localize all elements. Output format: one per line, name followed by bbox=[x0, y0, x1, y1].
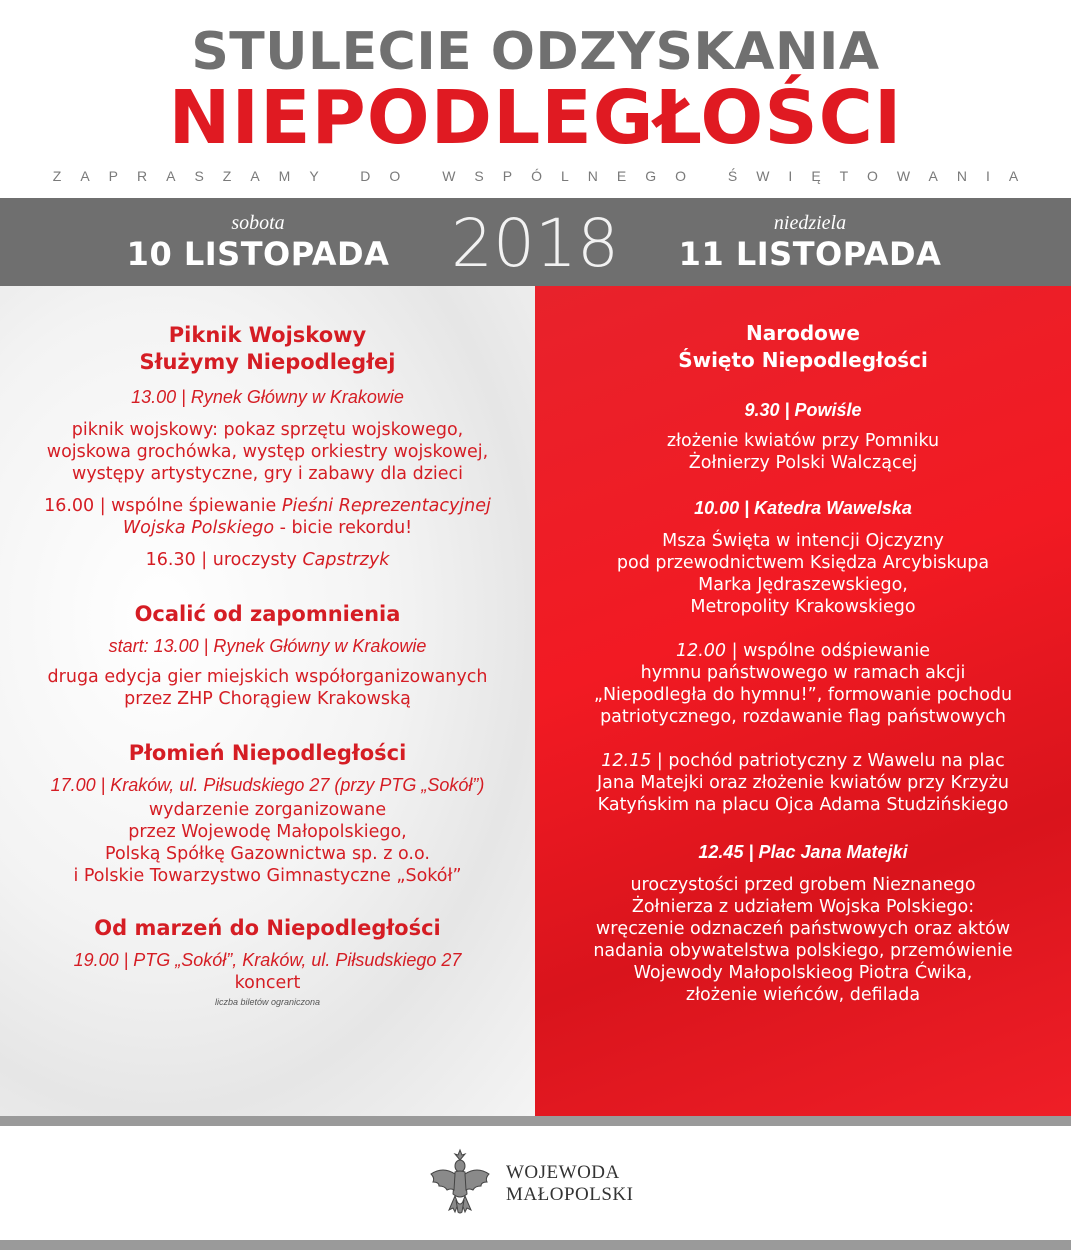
event-desc-line: wspólne odśpiewanie bbox=[743, 641, 931, 661]
sunday-date bbox=[600, 212, 1020, 274]
event-desc-line: Marka Jędraszewskiego, bbox=[698, 575, 908, 595]
event-title: Ocalić od zapomnienia bbox=[134, 602, 401, 626]
event-time: 17.00 | Kraków, ul. Piłsudskiego 27 (przy PTG „Sokół”) bbox=[50, 775, 485, 795]
event-desc-line: patriotycznego, rozdawanie flag państwowych bbox=[600, 707, 1006, 727]
event-title: Płomień Niepodległości bbox=[128, 741, 407, 765]
event-hymn bbox=[535, 640, 1071, 728]
event-desc-line: pochód patriotyczny z Wawelu na plac bbox=[668, 751, 1005, 771]
event-time: 12.00 | bbox=[675, 641, 738, 661]
event-katedra bbox=[535, 496, 1071, 618]
org-name bbox=[506, 1162, 706, 1206]
date-left: 10 LISTOPADA bbox=[126, 235, 390, 273]
event-desc-line: wojskowa grochówka, występ orkiestry wojskowej, bbox=[46, 442, 489, 462]
title-line-1: STULECIE ODZYSKANIA bbox=[191, 22, 880, 82]
event-time: 10.00 | Katedra Wawelska bbox=[694, 498, 912, 518]
date-band bbox=[0, 198, 1071, 286]
event-desc-line: złożenie kwiatów przy Pomniku bbox=[666, 431, 940, 451]
event-desc-line: druga edycja gier miejskich współorganizowanych bbox=[47, 667, 488, 687]
event-capstrzyk bbox=[0, 549, 535, 571]
footer-bottom-bar bbox=[0, 1240, 1071, 1250]
event-desc-line: wydarzenie zorganizowane bbox=[148, 800, 387, 820]
ticket-note: liczba biletów ograniczona bbox=[214, 997, 321, 1007]
event-desc-line: występy artystyczne, gry i zabawy dla dzieci bbox=[72, 464, 463, 484]
event-title: Od marzeń do Niepodległości bbox=[94, 916, 441, 940]
event-singing bbox=[0, 495, 535, 517]
event-desc-line: Wojewody Małopolskieog Piotra Ćwika, bbox=[633, 963, 973, 983]
event-desc-line: Żołnierzy Polski Walczącej bbox=[688, 453, 918, 473]
event-time: 12.45 | Plac Jana Matejki bbox=[698, 842, 908, 862]
event-time: 13.00 | Rynek Główny w Krakowie bbox=[131, 387, 404, 407]
event-desc-line: przez ZHP Chorągiew Krakowską bbox=[124, 689, 411, 709]
event-pochod bbox=[535, 750, 1071, 816]
event-desc-line: koncert bbox=[234, 973, 301, 993]
capstrzyk-title: Capstrzyk bbox=[302, 550, 390, 570]
saturday-date bbox=[48, 212, 468, 274]
singing-title-2: Wojska Polskiego bbox=[122, 518, 275, 538]
event-desc-line: „Niepodległa do hymnu!”, formowanie pochodu bbox=[593, 685, 1013, 705]
capstrzyk-time: 16.30 | uroczysty bbox=[145, 550, 297, 570]
event-desc-line: Jana Matejki oraz złożenie kwiatów przy Krzyżu bbox=[597, 773, 1009, 793]
polish-eagle-icon bbox=[425, 1146, 495, 1218]
event-desc-line: nadania obywatelstwa polskiego, przemówienie bbox=[593, 941, 1013, 961]
event-desc-line: Katyńskim na placu Ojca Adama Studzińskiego bbox=[597, 795, 1009, 815]
event-desc-line: Metropolity Krakowskiego bbox=[690, 597, 916, 617]
event-ocalic bbox=[0, 601, 535, 710]
event-desc-line: Żołnierza z udziałem Wojska Polskiego: bbox=[631, 897, 975, 917]
event-desc-line: pod przewodnictwem Księdza Arcybiskupa bbox=[616, 553, 990, 573]
event-piknik bbox=[0, 322, 535, 571]
footer-divider bbox=[0, 1116, 1071, 1126]
event-time: 19.00 | PTG „Sokół”, Kraków, ul. Piłsudskiego 27 bbox=[73, 950, 462, 970]
event-matejki bbox=[535, 840, 1071, 1006]
event-desc-line: i Polskie Towarzystwo Gimnastyczne „Sokół” bbox=[73, 866, 462, 886]
event-desc-line: piknik wojskowy: pokaz sprzętu wojskowego, bbox=[71, 420, 464, 440]
singing-time: 16.00 | wspólne śpiewanie bbox=[44, 496, 277, 516]
title-line-2: NIEPODLEGŁOŚCI bbox=[168, 75, 903, 161]
event-powisle bbox=[535, 398, 1071, 474]
hymn-line-1 bbox=[535, 640, 1071, 662]
weekday-right: niedziela bbox=[773, 212, 847, 234]
event-title: Służymy Niepodległej bbox=[139, 350, 396, 374]
pochod-line-1 bbox=[535, 750, 1071, 772]
event-desc-line: Polską Spółkę Gazownictwa sp. z o.o. bbox=[105, 844, 430, 864]
section-title: Święto Niepodległości bbox=[678, 348, 928, 372]
singing-record: - bicie rekordu! bbox=[279, 518, 413, 538]
org-line-2: MAŁOPOLSKI bbox=[506, 1184, 634, 1205]
event-title: Piknik Wojskowy bbox=[168, 323, 367, 347]
org-line-1: WOJEWODA bbox=[506, 1162, 620, 1183]
date-right: 11 LISTOPADA bbox=[678, 235, 942, 273]
event-desc-line: uroczystości przed grobem Nieznanego bbox=[630, 875, 976, 895]
event-singing-2 bbox=[0, 517, 535, 539]
saturday-events bbox=[0, 322, 535, 1008]
event-time: start: 13.00 | Rynek Główny w Krakowie bbox=[108, 636, 427, 656]
event-time: 9.30 | Powiśle bbox=[744, 400, 862, 420]
year: 2018 bbox=[451, 205, 619, 282]
event-desc-line: hymnu państwowego w ramach akcji bbox=[640, 663, 966, 683]
section-title: Narodowe bbox=[746, 321, 860, 345]
weekday-left: sobota bbox=[231, 212, 285, 234]
event-desc-line: Msza Święta w intencji Ojczyzny bbox=[662, 531, 944, 551]
event-time: 12.15 | bbox=[601, 751, 663, 771]
event-desc-line: złożenie wieńców, defilada bbox=[685, 985, 921, 1005]
sunday-events bbox=[535, 320, 1071, 1006]
event-koncert bbox=[0, 915, 535, 1008]
singing-title: Pieśni Reprezentacyjnej bbox=[281, 496, 491, 516]
event-plomien bbox=[0, 740, 535, 887]
event-desc-line: wręczenie odznaczeń państwowych oraz aktów bbox=[595, 919, 1011, 939]
event-desc-line: przez Wojewodę Małopolskiego, bbox=[128, 822, 407, 842]
tagline: ZAPRASZAMY DO WSPÓLNEGO ŚWIĘTOWANIA bbox=[52, 168, 1038, 184]
